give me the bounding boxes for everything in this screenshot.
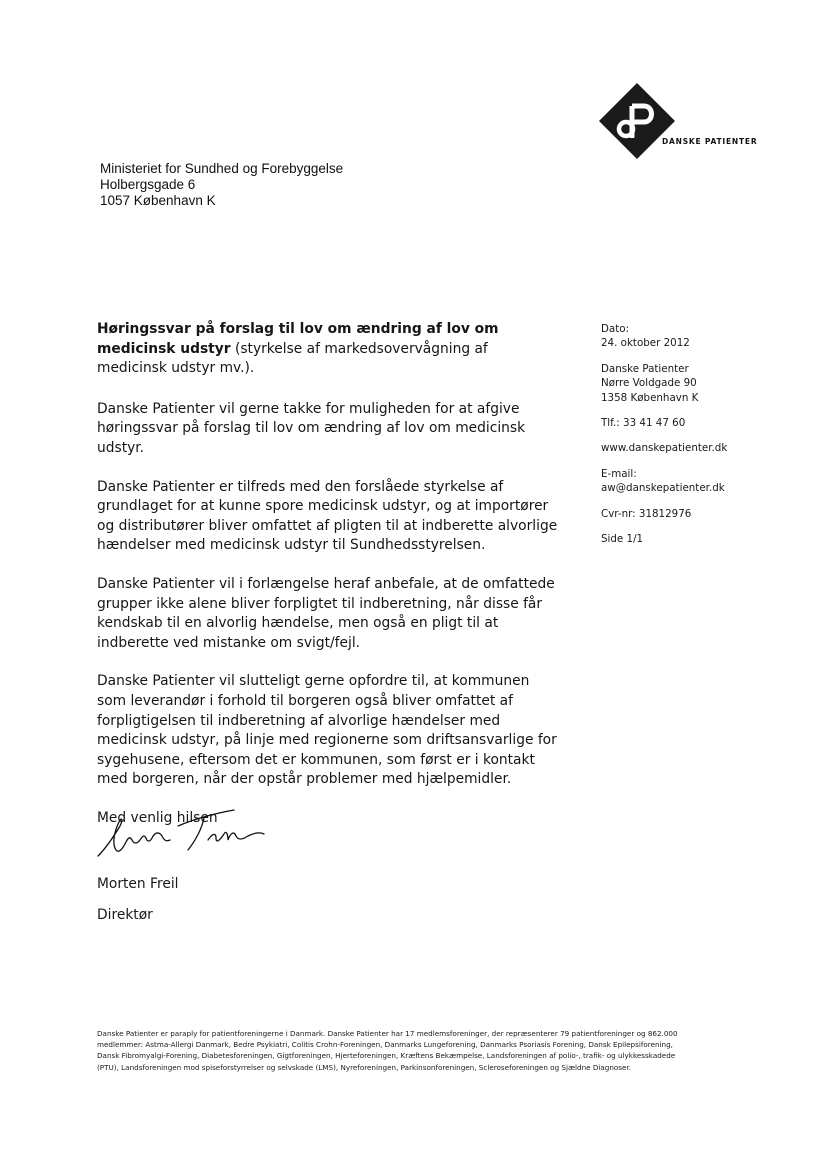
recipient-line: Ministeriet for Sundhed og Forebyggelse (100, 161, 344, 176)
closing-greeting: Med venlig hilsen (97, 809, 218, 826)
body-paragraph: Danske Patienter vil gerne takke for muligheden for at afgive høringssvar på forslag til lov om ændring af lov om medicinsk udstyr. (97, 400, 526, 456)
subject-subtitle: (styrkelse af markedsovervågning af medicinsk udstyr mv.). (97, 340, 488, 377)
recipient-line: Holbergsgade 6 (100, 177, 196, 192)
footer-line: medlemmer: Astma-Allergi Danmark, Bedre Psykiatri, Colitis Crohn-Foreningen, Danmarks Lungeforening, Danmarks Psoriasis Forening, Dansk Epilepsiforening, (97, 1040, 673, 1050)
letter-subject (97, 320, 559, 379)
website-link[interactable]: www.danskepatienter.dk (601, 442, 728, 455)
letter-body (97, 320, 559, 828)
sender-info (601, 322, 781, 557)
body-paragraph: Danske Patienter er tilfreds med den forslåede styrkelse af grundlaget for at kunne spore medicinsk udstyr, og at importører og distributører bliver omfattet af pligten til at indberette alvorlige hændelser med medicinsk udstyr til Sundhedsstyrelsen. (97, 478, 558, 554)
phone: Tlf.: 33 41 47 60 (601, 417, 686, 430)
sender-address (601, 362, 781, 405)
cvr-number: Cvr-nr: 31812976 (601, 507, 692, 520)
recipient-line: 1057 København K (100, 193, 216, 208)
page-number: Side 1/1 (601, 533, 644, 546)
body-paragraph: Danske Patienter vil i forlængelse heraf anbefale, at de omfattede grupper ikke alene bliver forpligtet til indberetning, når disse får kendskab til en alvorlig hændelse, men også en pligt til at indberette ved mistanke om svigt/fejl. (97, 575, 555, 651)
logo-wordmark: DANSKE PATIENTER (662, 137, 758, 146)
signer-title: Direktør (97, 907, 153, 923)
logo-diamond-icon (598, 82, 676, 160)
date-label: Dato: (601, 323, 630, 335)
handwritten-signature (92, 800, 272, 864)
sender-street: Nørre Voldgade 90 (601, 377, 697, 390)
email-block (601, 467, 781, 496)
signer-name: Morten Freil (97, 876, 179, 892)
footer-note (97, 1028, 757, 1073)
footer-line: (PTU), Landsforeningen mod spiseforstyrrelser og selvskade (LMS), Nyreforeningen, Parkinsonforeningen, Scleroseforeningen og Sjældne Diagnoser. (97, 1062, 632, 1072)
sender-city: 1358 København K (601, 391, 699, 404)
body-paragraph: Danske Patienter vil slutteligt gerne opfordre til, at kommunen som leverandør i forhold til borgeren også bliver omfattet af forpligtigelsen til indberetning af alvorlige hændelser med medicinsk udstyr, på linje med regionerne som driftsansvarlige for sygehusene, eftersom det er kommunen, som først er i kontakt med borgeren, når der opstår problemer med hjælpemidler. (97, 673, 557, 788)
subject-title: Høringssvar på forslag til lov om ændring af lov om medicinsk udstyr (97, 321, 499, 357)
sender-org: Danske Patienter (601, 362, 689, 375)
date-block (601, 322, 781, 351)
footer-line: Danske Patienter er paraply for patientforeningerne i Danmark. Danske Patienter har 17 medlemsforeninger, der repræsenterer 79 patientforeninger og 862.000 (97, 1029, 678, 1038)
email-label: E-mail: (601, 467, 637, 480)
danske-patienter-logo (598, 82, 758, 160)
recipient-address (100, 161, 420, 209)
email-link[interactable]: aw@danskepatienter.dk (601, 482, 725, 495)
date-value: 24. oktober 2012 (601, 337, 690, 350)
footer-line: Dansk Fibromyalgi-Forening, Diabetesforeningen, Gigtforeningen, Hjerteforeningen, Kræftens Bekæmpelse, Landsforeningen af polio-, trafik- og ulykkesskadede (97, 1051, 676, 1061)
